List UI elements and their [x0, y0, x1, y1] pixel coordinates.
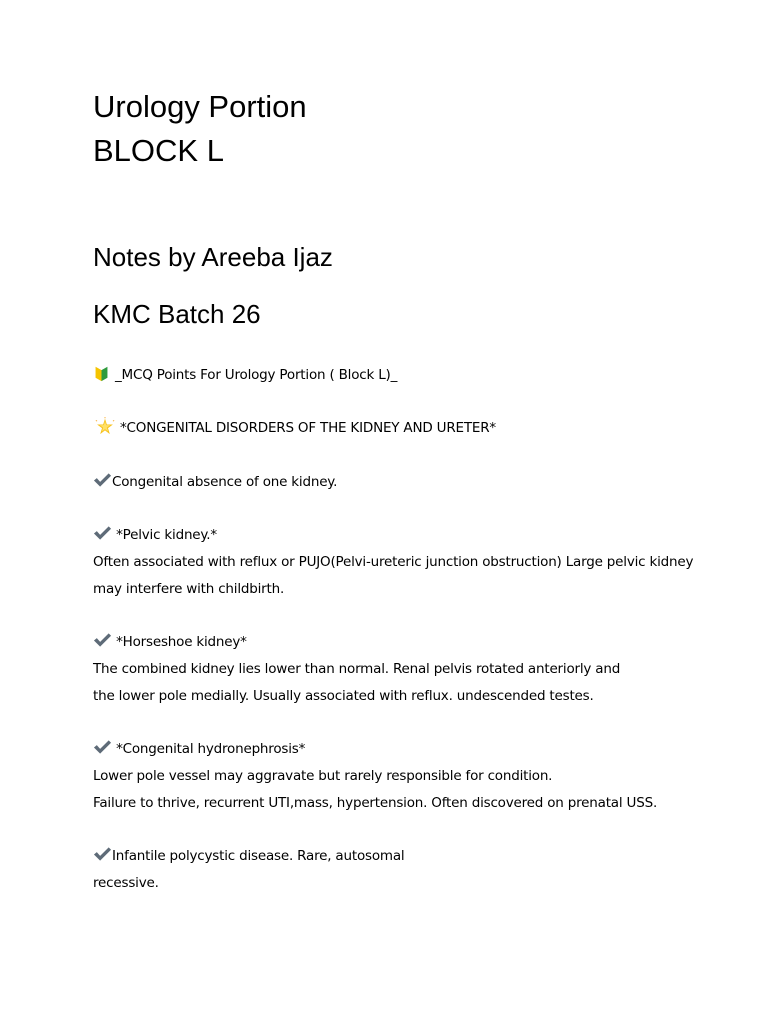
check-mark-icon [93, 739, 112, 755]
section-heading-text: *CONGENITAL DISORDERS OF THE KIDNEY AND URETER* [120, 420, 496, 436]
check-mark-icon [93, 472, 112, 488]
beginner-symbol-icon [93, 365, 110, 382]
check-mark-icon [93, 525, 112, 541]
mcq-heading [93, 362, 397, 389]
batch-line: KMC Batch 26 [93, 299, 261, 329]
glowing-star-icon [95, 417, 115, 437]
check-mark-icon [93, 846, 112, 862]
author-line: Notes by Areeba Ijaz [93, 242, 333, 272]
list-item-heading: *Horseshoe kidney* [112, 634, 247, 650]
list-item-text: Lower pole vessel may aggravate but rarely responsible for condition. [93, 768, 553, 784]
list-item-heading: *Congenital hydronephrosis* [112, 741, 306, 757]
mcq-heading-text: _MCQ Points For Urology Portion ( Block L)_ [115, 367, 398, 383]
list-item [93, 629, 247, 656]
list-item [93, 843, 404, 870]
list-item-heading: Infantile polycystic disease. Rare, autosomal [112, 848, 405, 864]
title-line-1: Urology Portion [93, 89, 307, 124]
list-item-text: the lower pole medially. Usually associated with reflux. undescended testes. [93, 688, 594, 704]
list-item [93, 522, 217, 549]
list-item-heading: *Pelvic kidney.* [112, 527, 217, 543]
list-item-text: may interfere with childbirth. [93, 581, 285, 597]
list-item-text: Often associated with reflux or PUJO(Pelvi-ureteric junction obstruction) Large pelvic kidney [93, 554, 694, 570]
list-item [93, 736, 305, 763]
list-item-text: recessive. [93, 875, 159, 891]
list-item-text: Failure to thrive, recurrent UTI,mass, hypertension. Often discovered on prenatal USS. [93, 795, 658, 811]
list-item [93, 469, 337, 496]
check-mark-icon [93, 632, 112, 648]
list-item-text: The combined kidney lies lower than normal. Renal pelvis rotated anteriorly and [93, 661, 621, 677]
section-heading [93, 415, 496, 442]
list-item-heading: Congenital absence of one kidney. [112, 474, 338, 490]
title-line-2: BLOCK L [93, 133, 224, 168]
